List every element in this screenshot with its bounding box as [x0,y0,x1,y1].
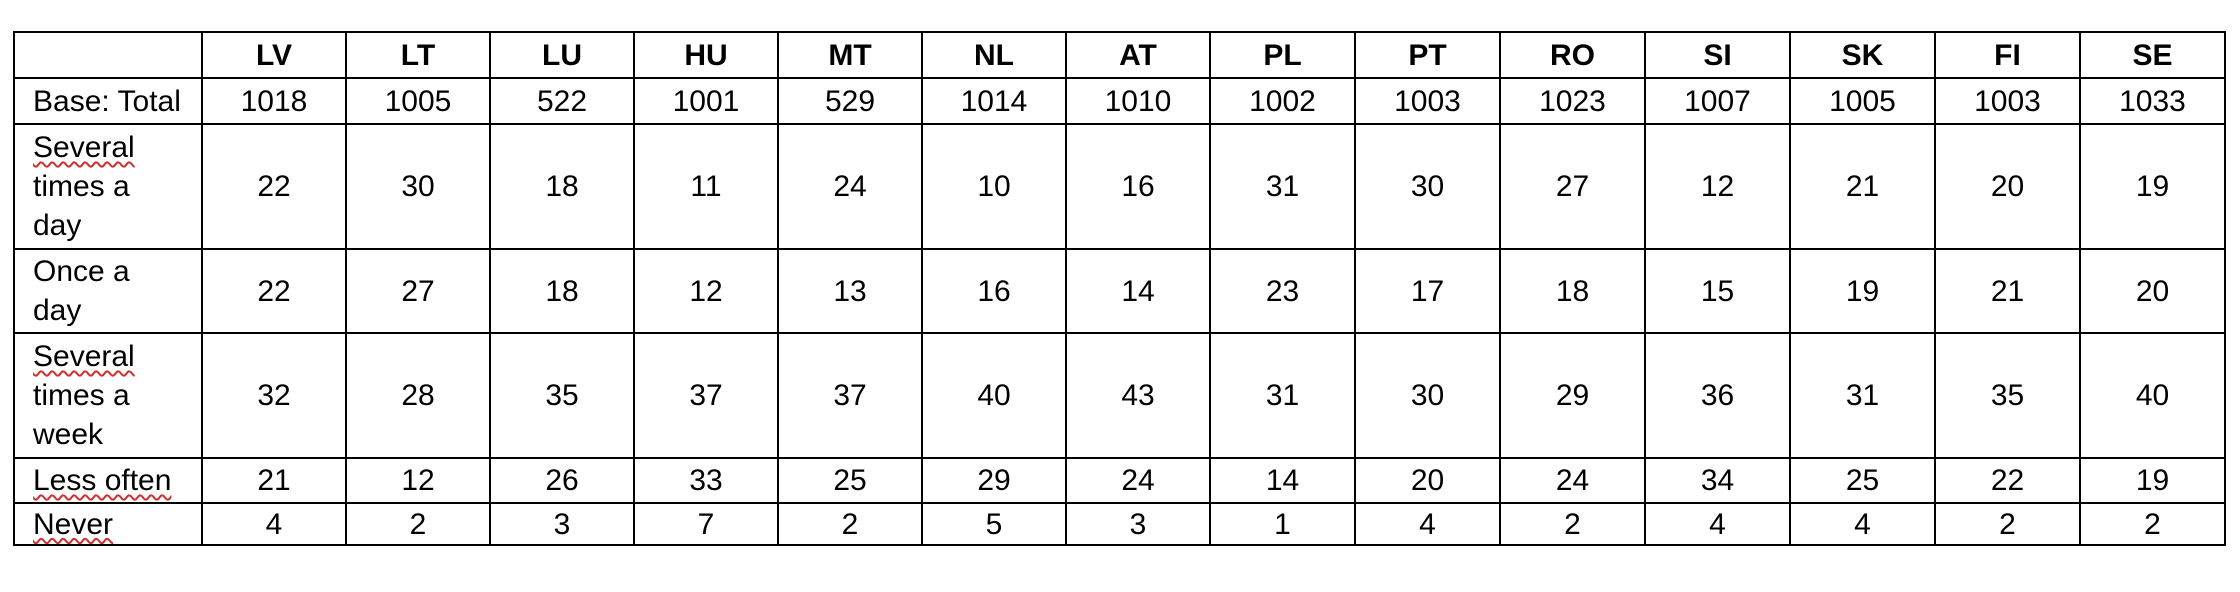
table-cell: 4 [1355,503,1500,545]
table-cell: 3 [1066,503,1210,545]
table-cell: 37 [778,333,922,458]
row-label [14,249,202,333]
table-cell: 19 [2080,124,2225,249]
table-cell: 40 [2080,333,2225,458]
table-cell: 1005 [346,78,490,124]
row-label-line: Several [33,340,135,373]
row-label-line: Several [33,131,135,164]
table-cell: 2 [346,503,490,545]
table-cell: 35 [490,333,634,458]
row-label-line: day [33,209,82,242]
row-label [14,78,202,124]
table-cell: 29 [922,458,1066,503]
row-label [14,333,202,458]
table-cell: 30 [346,124,490,249]
column-header-si: SI [1645,32,1790,78]
table-cell: 18 [490,124,634,249]
table-cell: 22 [1935,458,2080,503]
row-label-line: Never [33,507,114,541]
table-cell: 529 [778,78,922,124]
table-cell: 24 [778,124,922,249]
table-cell: 1010 [1066,78,1210,124]
table-cell: 1033 [2080,78,2225,124]
table-cell: 23 [1210,249,1355,333]
table-cell: 12 [634,249,778,333]
table-row-never [14,503,2225,545]
table-cell: 11 [634,124,778,249]
table-cell: 24 [1500,458,1645,503]
table-cell: 21 [1935,249,2080,333]
table-cell: 16 [1066,124,1210,249]
table-cell: 12 [1645,124,1790,249]
column-header-lv: LV [202,32,346,78]
table-cell: 16 [922,249,1066,333]
column-header-lt: LT [346,32,490,78]
table-cell: 37 [634,333,778,458]
table-cell: 22 [202,124,346,249]
row-label-line: week [33,418,104,451]
table-cell: 1 [1210,503,1355,545]
table-cell: 4 [1645,503,1790,545]
table-cell: 27 [1500,124,1645,249]
column-header-mt: MT [778,32,922,78]
column-header-nl: NL [922,32,1066,78]
column-header-hu: HU [634,32,778,78]
table-cell: 1007 [1645,78,1790,124]
table-cell: 2 [2080,503,2225,545]
table-cell: 13 [778,249,922,333]
frequency-table [13,31,2226,546]
table-cell: 20 [1355,458,1500,503]
table-cell: 28 [346,333,490,458]
table-cell: 1018 [202,78,346,124]
table-cell: 5 [922,503,1066,545]
table-row-once-a-day [14,249,2225,333]
table-cell: 24 [1066,458,1210,503]
table-cell: 25 [778,458,922,503]
table-cell: 31 [1790,333,1935,458]
column-header-se: SE [2080,32,2225,78]
column-header-sk: SK [1790,32,1935,78]
row-label-line: Once a [33,255,130,288]
column-header-fi: FI [1935,32,2080,78]
table-cell: 14 [1210,458,1355,503]
table-cell: 522 [490,78,634,124]
table-cell: 1003 [1935,78,2080,124]
table-cell: 33 [634,458,778,503]
row-label-line: day [33,294,82,327]
row-label-line: Base: Total [33,84,181,118]
header-row [14,32,2225,78]
column-header-ro: RO [1500,32,1645,78]
table-cell: 25 [1790,458,1935,503]
table-cell: 3 [490,503,634,545]
table-cell: 15 [1645,249,1790,333]
table-cell: 7 [634,503,778,545]
table-cell: 43 [1066,333,1210,458]
table-cell: 14 [1066,249,1210,333]
table-row-base-total [14,78,2225,124]
table-cell: 1001 [634,78,778,124]
table-cell: 2 [1500,503,1645,545]
table-cell: 34 [1645,458,1790,503]
table-cell: 22 [202,249,346,333]
table-cell: 36 [1645,333,1790,458]
table-cell: 27 [346,249,490,333]
table-row-several-times-a-week [14,333,2225,458]
table-cell: 30 [1355,333,1500,458]
corner-cell [14,32,202,78]
table-cell: 40 [922,333,1066,458]
table-cell: 31 [1210,333,1355,458]
table-cell: 18 [490,249,634,333]
table-cell: 20 [2080,249,2225,333]
table-cell: 32 [202,333,346,458]
table-cell: 1005 [1790,78,1935,124]
table-cell: 18 [1500,249,1645,333]
table-cell: 19 [2080,458,2225,503]
row-label-line: Less often [33,464,172,497]
table-row-several-times-a-day [14,124,2225,249]
table-cell: 1023 [1500,78,1645,124]
column-header-at: AT [1066,32,1210,78]
table-cell: 10 [922,124,1066,249]
table-cell: 1002 [1210,78,1355,124]
table-cell: 31 [1210,124,1355,249]
table-cell: 26 [490,458,634,503]
table-cell: 20 [1935,124,2080,249]
table-cell: 12 [346,458,490,503]
table-cell: 35 [1935,333,2080,458]
table-cell: 17 [1355,249,1500,333]
table-cell: 21 [202,458,346,503]
row-label [14,124,202,249]
table-cell: 1003 [1355,78,1500,124]
table-cell: 21 [1790,124,1935,249]
table-cell: 30 [1355,124,1500,249]
table-cell: 2 [1935,503,2080,545]
table-row-less-often [14,458,2225,503]
column-header-lu: LU [490,32,634,78]
row-label-line: times a [33,170,130,203]
table-cell: 19 [1790,249,1935,333]
table-cell: 4 [202,503,346,545]
row-label-line: times a [33,379,130,412]
table-cell: 1014 [922,78,1066,124]
table-cell: 2 [778,503,922,545]
row-label [14,503,202,545]
column-header-pt: PT [1355,32,1500,78]
row-label [14,458,202,503]
table-cell: 29 [1500,333,1645,458]
table-cell: 4 [1790,503,1935,545]
column-header-pl: PL [1210,32,1355,78]
